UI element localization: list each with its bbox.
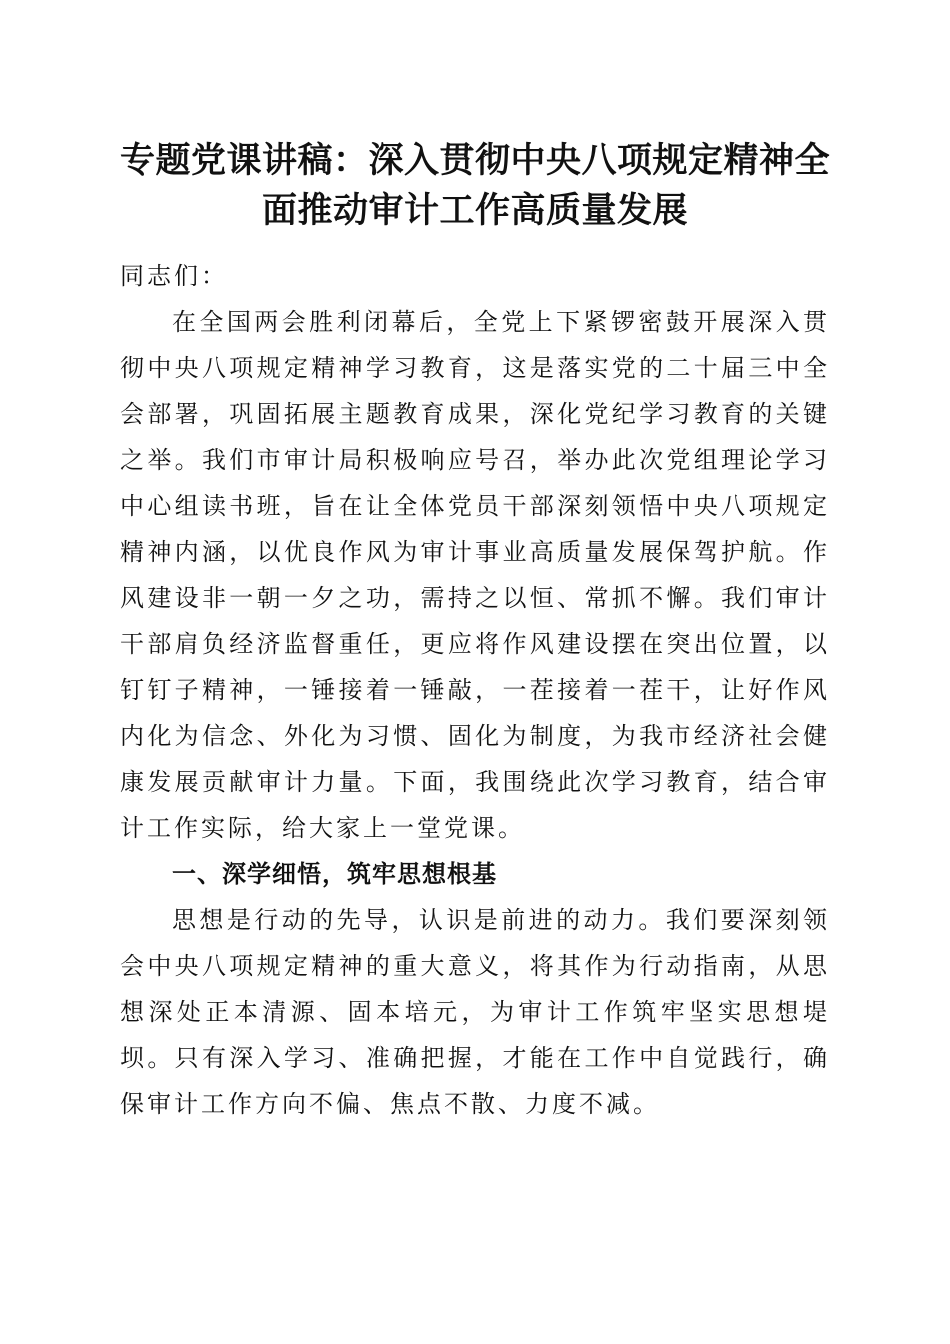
document-body (120, 253, 830, 1127)
intro-paragraph: 在全国两会胜利闭幕后，全党上下紧锣密鼓开展深入贯彻中央八项规定精神学习教育，这是落实党的二十届三中全会部署，巩固拓展主题教育成果，深化党纪学习教育的关键之举。我们市审计局积极响应号召，举办此次党组理论学习中心组读书班，旨在让全体党员干部深刻领悟中央八项规定精神内涵，以优良作风为审计事业高质量发展保驾护航。作风建设非一朝一夕之功，需持之以恒、常抓不懈。我们审计干部肩负经济监督重任，更应将作风建设摆在突出位置，以钉钉子精神，一锤接着一锤敲，一茬接着一茬干，让好作风内化为信念、外化为习惯、固化为制度，为我市经济社会健康发展贡献审计力量。下面，我围绕此次学习教育，结合审计工作实际，给大家上一堂党课。 (120, 308, 830, 842)
section-heading-1: 一、深学细悟，筑牢思想根基 (172, 860, 497, 888)
document-title: 专题党课讲稿：深入贯彻中央八项规定精神全面推动审计工作高质量发展 (119, 140, 830, 231)
salutation: 同志们： (120, 262, 228, 290)
section-1-paragraph: 思想是行动的先导，认识是前进的动力。我们要深刻领会中央八项规定精神的重大意义，将其作为行动指南，从思想深处正本清源、固本培元，为审计工作筑牢坚实思想堤坝。只有深入学习、准确把握，才能在工作中自觉践行，确保审计工作方向不偏、焦点不散、力度不减。 (120, 906, 830, 1118)
